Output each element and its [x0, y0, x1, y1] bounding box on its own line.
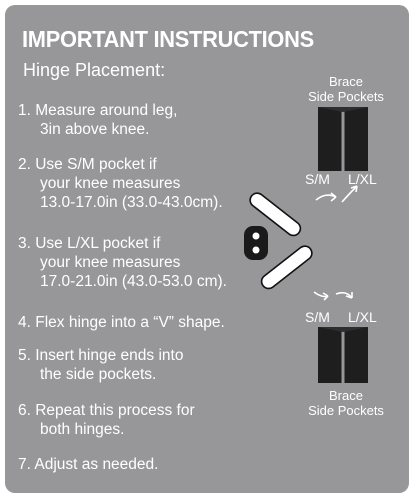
bottom-size-small: S/M [305, 309, 330, 325]
step-line: 5. Insert hinge ends into [18, 347, 184, 364]
label-line: Brace [329, 74, 363, 89]
bottom-arrow-icon [314, 292, 352, 300]
step-line: 1. Measure around leg, [18, 102, 178, 119]
bottom-size-large: L/XL [348, 309, 377, 325]
hinge-icon [244, 190, 315, 291]
top-pocket-graphic [318, 107, 368, 171]
label-line: Brace [329, 388, 363, 403]
top-arrow-icon [316, 186, 357, 202]
step-line: your knee measures [40, 175, 181, 192]
bottom-pocket-graphic [318, 327, 368, 383]
step-line: 3in above knee. [40, 121, 150, 138]
step-line: 6. Repeat this process for [18, 402, 195, 419]
subtitle: Hinge Placement: [23, 60, 166, 80]
step-line: 4. Flex hinge into a “V” shape. [18, 314, 225, 331]
bottom-pocket-label [296, 388, 396, 418]
label-line: Side Pockets [308, 403, 384, 418]
step-line: your knee measures [40, 254, 181, 271]
step-line: 13.0-17.0in (33.0-43.0cm). [40, 194, 223, 211]
step-line: 17.0-21.0in (43.0-53.0 cm). [40, 273, 227, 290]
step-line: both hinges. [40, 421, 125, 438]
step-line: the side pockets. [40, 366, 157, 383]
top-size-small: S/M [305, 171, 330, 187]
top-size-large: L/XL [348, 171, 377, 187]
label-line: Side Pockets [308, 89, 384, 104]
page-title: IMPORTANT INSTRUCTIONS [22, 26, 314, 52]
step-line: 3. Use L/XL pocket if [18, 235, 161, 252]
step-line: 2. Use S/M pocket if [18, 156, 157, 173]
step-line: 7. Adjust as needed. [18, 456, 159, 473]
